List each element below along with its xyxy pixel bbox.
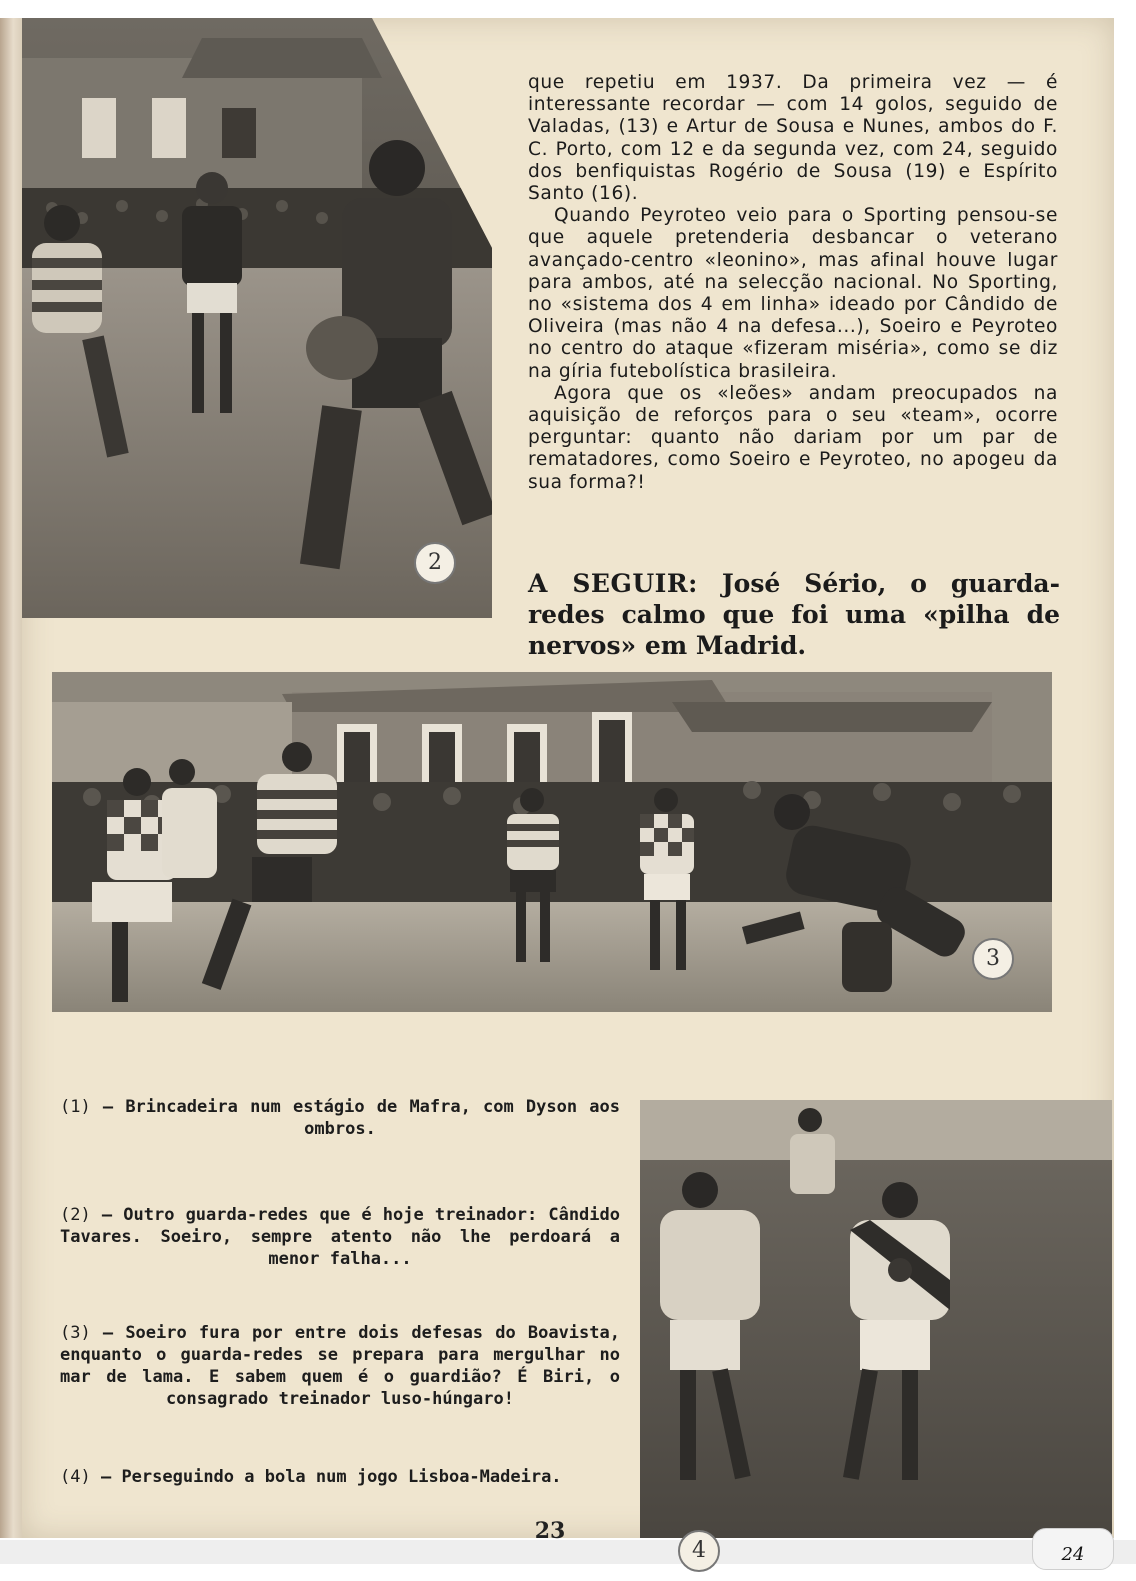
photo-goalkeeper-tavares (22, 18, 494, 618)
article-paragraph: Agora que os «leões» andam preocupados na aquisição de reforços para o seu «team», ocorre perguntar: quanto não dariam por um par de rematadores, como Soeiro e Peyroteo, no apogeu da sua forma?! (528, 382, 1058, 493)
caption-1 (60, 1096, 620, 1140)
caption-text: — Brincadeira num estágio de Mafra, com Dyson aos ombros. (102, 1097, 620, 1139)
article-body (528, 72, 1058, 494)
photo-number-2: 2 (414, 542, 456, 584)
caption-text: — Outro guarda-redes que é hoje treinador: Cândido Tavares. Soeiro, sempre atento não lhe perdoará a menor falha... (60, 1205, 620, 1269)
page-indicator-chip[interactable]: 24 (1032, 1528, 1114, 1570)
caption-text: — Perseguindo a bola num jogo Lisboa-Madeira. (100, 1467, 562, 1487)
next-article-title: José Sério, o guarda-redes calmo que foi uma «pilha de nervos» em Madrid. (528, 569, 1061, 660)
caption-number: (4) (60, 1467, 91, 1487)
page-number: 23 (534, 1518, 566, 1544)
next-article-lead: A SEGUIR: (528, 569, 698, 598)
caption-number: (1) (60, 1097, 91, 1117)
caption-number: (3) (60, 1323, 91, 1343)
article-paragraph: Quando Peyroteo veio para o Sporting pensou-se que aquele pretenderia desbancar o veterano avançado-centro «leonino», mas afinal houve lugar para ambos, até na selecção nacional. No Sporting, no «sistema dos 4 em linha» ideado por Cândido de Oliveira (mas não 4 na defesa...), Soeiro e Peyroteo no centro do ataque «fizeram miséria», como se diz na gíria futebolística brasileira. (528, 205, 1058, 382)
caption-2 (60, 1204, 620, 1270)
caption-text: — Soeiro fura por entre dois defesas do Boavista, enquanto o guarda-redes se prepara para mergulhar no mar de lama. E sabem quem é o guardião? É Biri, o consagrado treinador luso-húngaro! (60, 1323, 620, 1409)
next-article-teaser (528, 568, 1060, 661)
caption-3 (60, 1322, 620, 1410)
viewer-margin (1114, 18, 1136, 1538)
caption-number: (2) (60, 1205, 91, 1225)
photo-number-3: 3 (972, 938, 1014, 980)
photo-soeiro-boavista (52, 672, 1052, 1012)
caption-4 (60, 1466, 620, 1488)
photo-number-4: 4 (678, 1530, 720, 1572)
article-paragraph: que repetiu em 1937. Da primeira vez — é interessante recordar — com 14 golos, seguido de Valadas, (13) e Artur de Sousa e Nunes, ambos do F. C. Porto, com 12 e da segunda vez, com 24, seguido dos benfiquistas Rogério de Sousa (19) e Espírito Santo (16). (528, 72, 1058, 205)
previous-page-edge (0, 18, 22, 1538)
